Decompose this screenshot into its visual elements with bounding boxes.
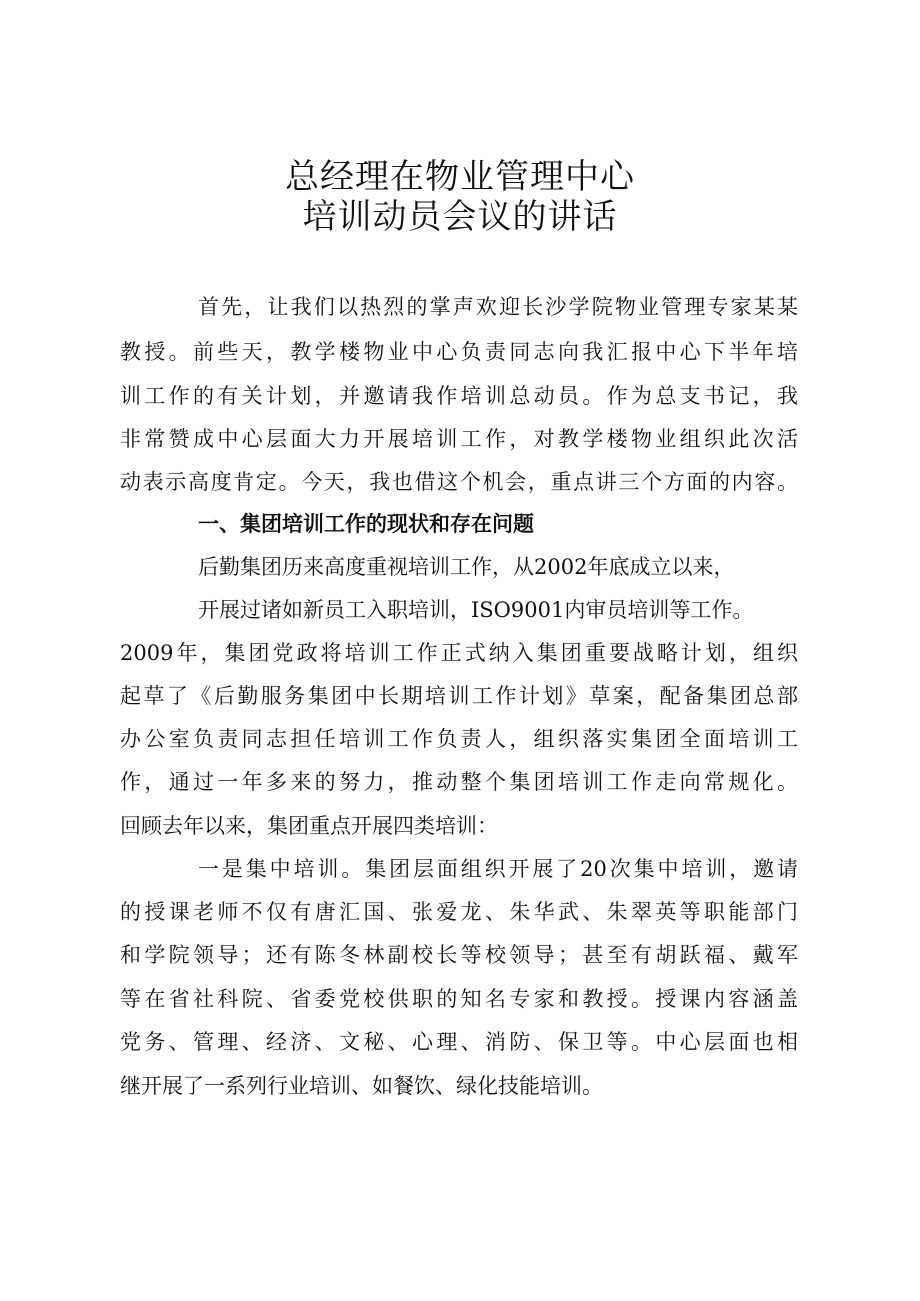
body-line: 作，通过一年多来的努力，推动整个集团培训工作走向常规化。 xyxy=(120,770,798,794)
document-title-line-2: 培训动员会议的讲话 xyxy=(302,197,618,237)
section-heading: 一、集团培训工作的现状和存在问题 xyxy=(198,512,534,536)
body-line: 非常赞成中心层面大力开展培训工作，对教学楼物业组织此次活 xyxy=(120,427,798,451)
body-line: 后勤集团历来高度重视培训工作，从2002年底成立以来， xyxy=(198,555,735,579)
body-line: 开展过诸如新员工入职培训，ISO9001内审员培训等工作。 xyxy=(198,598,754,622)
body-line: 党务、管理、经济、文秘、心理、消防、保卫等。中心层面也相 xyxy=(120,1030,798,1054)
body-line: 继开展了一系列行业培训、如餐饮、绿化技能培训。 xyxy=(120,1074,603,1098)
body-line: 2009年，集团党政将培训工作正式纳入集团重要战略计划，组织 xyxy=(120,641,798,665)
body-line: 起草了《后勤服务集团中长期培训工作计划》草案，配备集团总部 xyxy=(120,684,798,708)
body-line: 首先，让我们以热烈的掌声欢迎长沙学院物业管理专家某某 xyxy=(198,295,798,319)
body-line: 办公室负责同志担任培训工作负责人，组织落实集团全面培训工 xyxy=(120,727,798,751)
body-line: 等在省社科院、省委党校供职的知名专家和教授。授课内容涵盖 xyxy=(120,987,798,1011)
body-line: 教授。前些天，教学楼物业中心负责同志向我汇报中心下半年培 xyxy=(120,340,798,364)
body-line: 和学院领导；还有陈冬林副校长等校领导；甚至有胡跃福、戴军 xyxy=(120,943,798,967)
body-line: 一是集中培训。集团层面组织开展了20次集中培训，邀请 xyxy=(198,857,798,881)
body-line: 回顾去年以来，集团重点开展四类培训： xyxy=(120,814,498,838)
body-line: 训工作的有关计划，并邀请我作培训总动员。作为总支书记，我 xyxy=(120,384,798,408)
document-title-line-1: 总经理在物业管理中心 xyxy=(285,157,635,197)
body-line: 动表示高度肯定。今天，我也借这个机会，重点讲三个方面的内容。 xyxy=(120,470,798,494)
body-line: 的授课老师不仅有唐汇国、张爱龙、朱华武、朱翠英等职能部门 xyxy=(120,900,798,924)
